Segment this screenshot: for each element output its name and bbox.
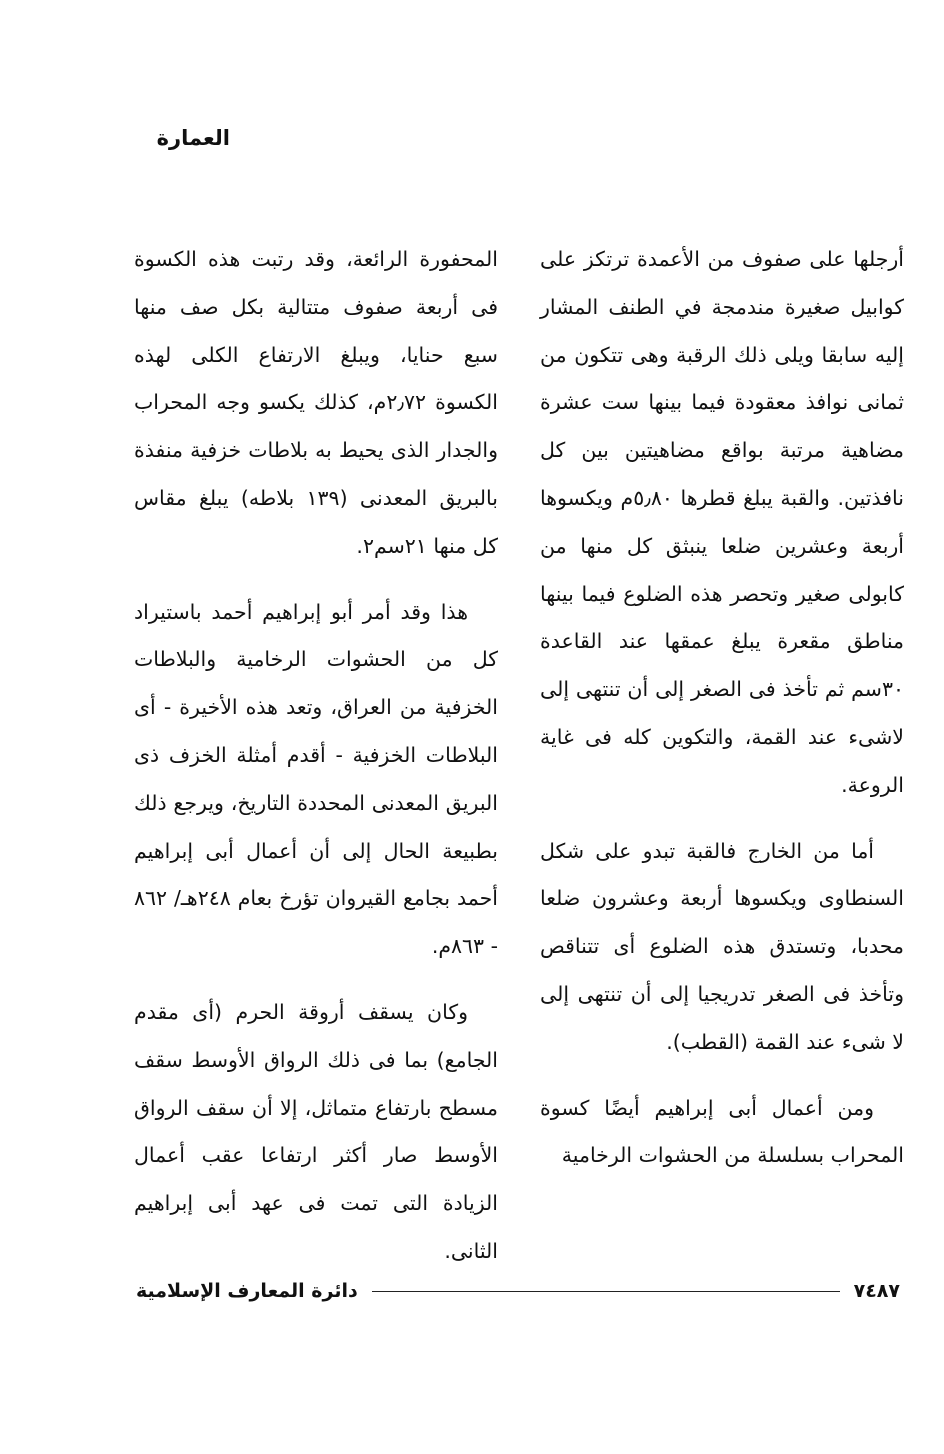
footer-title: دائرة المعارف الإسلامية bbox=[136, 1280, 358, 1302]
paragraph: أرجلها على صفوف من الأعمدة ترتكز على كوابيل صغيرة مندمجة في الطنف المشار إليه سابقا ويلى ذلك الرقبة وهى تتكون من ثمانى نوافذ معقودة فيما بينها ست عشرة مضاهية مرتبة بواقع مضاهيتين بين كل نافذتين. والقبة يبلغ قطرها ٥٫٨٠م ويكسوها أربعة وعشرين ضلعا ينبثق كل منها من كابولى صغير وتحصر هذه الضلوع فيما بينها مناطق مقعرة يبلغ عمقها عند القاعدة ٣٠سم ثم تأخذ فى الصغر إلى أن تنتهى إلى لاشىء عند القمة، والتكوين كله فى غاية الروعة. bbox=[540, 247, 904, 797]
paragraph: هذا وقد أمر أبو إبراهيم أحمد باستيراد كل من الحشوات الرخامية والبلاطات الخزفية من العراق، وتعد هذه الأخيرة - أى البلاطات الخزفية - أقدم أمثلة الخزف ذى البريق المعدنى المحددة التاريخ، ويرجع ذلك بطبيعة الحال إلى أن أعمال أبى إبراهيم أحمد بجامع القيروان تؤرخ بعام ٢٤٨هـ/ ٨٦٢ - ٨٦٣م. bbox=[134, 599, 498, 959]
left-column bbox=[134, 236, 498, 1294]
page-footer bbox=[136, 1276, 900, 1306]
paragraph: وكان يسقف أروقة الحرم (أى مقدم الجامع) بما فى ذلك الرواق الأوسط سقف مسطح بارتفاع متماثل، إلا أن سقف الرواق الأوسط صار أكثر ارتفاعا عقب أعمال الزيادة التى تمت فى عهد أبى إبراهيم الثانى. bbox=[134, 999, 498, 1263]
paragraph: المحفورة الرائعة، وقد رتبت هذه الكسوة فى أربعة صفوف متتالية بكل صف منها سبع حنايا، ويبلغ الارتفاع الكلى لهذه الكسوة ٢٫٧٢م، كذلك يكسو وجه المحراب والجدار الذى يحيط به بلاطات خزفية منفذة بالبريق المعدنى (١٣٩ بلاطه) يبلغ مقاس كل منها ٢١سم٢. bbox=[134, 247, 498, 558]
running-head: العمارة bbox=[156, 126, 230, 150]
footer-rule bbox=[372, 1291, 840, 1292]
right-column bbox=[540, 236, 904, 1198]
paragraph: أما من الخارج فالقبة تبدو على شكل السنطاوى ويكسوها أربعة وعشرون ضلعا محدبا، وتستدق هذه الضلوع أى تتناقص وتأخذ فى الصغر تدريجيا إلى أن تنتهى إلى لا شىء عند القمة (القطب). bbox=[540, 838, 904, 1054]
paragraph: ومن أعمال أبى إبراهيم أيضًا كسوة المحراب بسلسلة من الحشوات الرخامية bbox=[540, 1095, 904, 1168]
page-number: ٧٤٨٧ bbox=[853, 1280, 900, 1302]
